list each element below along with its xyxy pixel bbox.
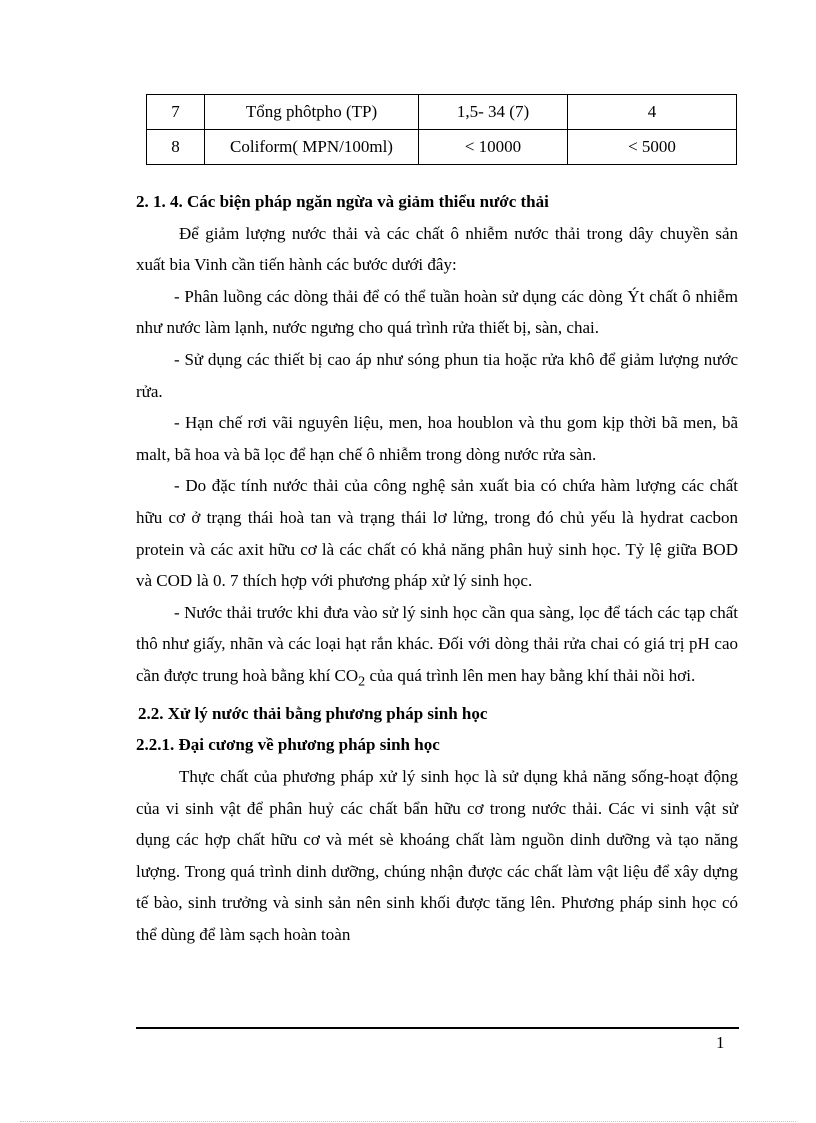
bullet-paragraph: - Sử dụng các thiết bị cao áp như sóng phun tia hoặc rửa khô để giảm lượng nước rửa.	[136, 349, 738, 401]
subscript: 2	[358, 673, 366, 690]
bullet-paragraph: - Do đặc tính nước thải của công nghệ sản xuất bia có chứa hàm lượng các chất hữu cơ ở trạng thái hoà tan và trạng thái lơ lửng, trong đó chủ yếu là hydrat cacbon protein và các axit hữu cơ là các chất có khả năng phân huỷ sinh học. Tỷ lệ giữa BOD và COD là 0. 7 thích hợp với phương pháp xử lý sinh học.	[136, 476, 738, 591]
subsection-heading: 2.2.1. Đại cương về phương pháp sinh học	[136, 735, 440, 755]
parameter-limit: < 5000	[568, 130, 737, 165]
section-heading: 2.2. Xử lý nước thải bằng phương pháp sinh học	[138, 703, 488, 723]
section-heading: 2. 1. 4. Các biện pháp ngăn ngừa và giảm thiểu nước thải	[136, 192, 549, 211]
table-row	[147, 130, 737, 165]
parameter-range: 1,5- 34 (7)	[419, 95, 568, 130]
page-edge	[20, 1121, 796, 1122]
footer-rule	[136, 1027, 739, 1029]
parameter-limit: 4	[568, 95, 737, 130]
bullet-text-tail: của quá trình lên men hay bằng khí thải nồi hơi.	[365, 665, 696, 685]
bullet-paragraph: - Hạn chế rơi vãi nguyên liệu, men, hoa houblon và thu gom kịp thời bã men, bã malt, bã hoa và bã lọc để hạn chế ô nhiễm trong dòng nước rửa sàn.	[136, 413, 738, 464]
bullet-paragraph	[136, 597, 738, 698]
row-number: 7	[147, 95, 205, 130]
bullet-paragraph: - Phân luồng các dòng thải để có thể tuần hoàn sử dụng các dòng Ýt chất ô nhiễm như nước làm lạnh, nước ngưng cho quá trình rửa thiết bị, sàn, chai.	[136, 286, 738, 338]
page-number: 1	[716, 1033, 725, 1052]
body-paragraph: Thực chất của phương pháp xử lý sinh học là sử dụng khả năng sống-hoạt động của vi sinh vật để phân huỷ các chất bẩn hữu cơ trong nước thải. Các vi sinh vật sử dụng các hợp chất hữu cơ và mét sè khoáng chất làm nguồn dinh dưỡng và tạo năng lượng. Trong quá trình dinh dưỡng, chúng nhận được các chất làm vật liệu để xây dựng tế bào, sinh trưởng và sinh sản nên sinh khối được tăng lên. Phương pháp sinh học có thể dùng để làm sạch hoàn toàn	[136, 767, 738, 945]
table-row	[147, 95, 737, 130]
bullet-text: - Nước thải trước khi đưa vào sử lý sinh học cần qua sàng, lọc để tách các tạp chất thô như giấy, nhãn và các loại hạt rắn khác. Đối với dòng thải rửa chai có giá trị pH cao cần được trung hoà bằng khí CO	[136, 602, 738, 685]
parameter-range: < 10000	[419, 130, 568, 165]
document-body	[136, 186, 738, 951]
parameter-name: Tổng phôtpho (TP)	[205, 95, 419, 130]
parameter-table	[146, 94, 737, 165]
row-number: 8	[147, 130, 205, 165]
parameter-name: Coliform( MPN/100ml)	[205, 130, 419, 165]
intro-paragraph: Để giảm lượng nước thải và các chất ô nhiễm nước thải trong dây chuyền sản xuất bia Vinh cần tiến hành các bước dưới đây:	[136, 223, 738, 275]
